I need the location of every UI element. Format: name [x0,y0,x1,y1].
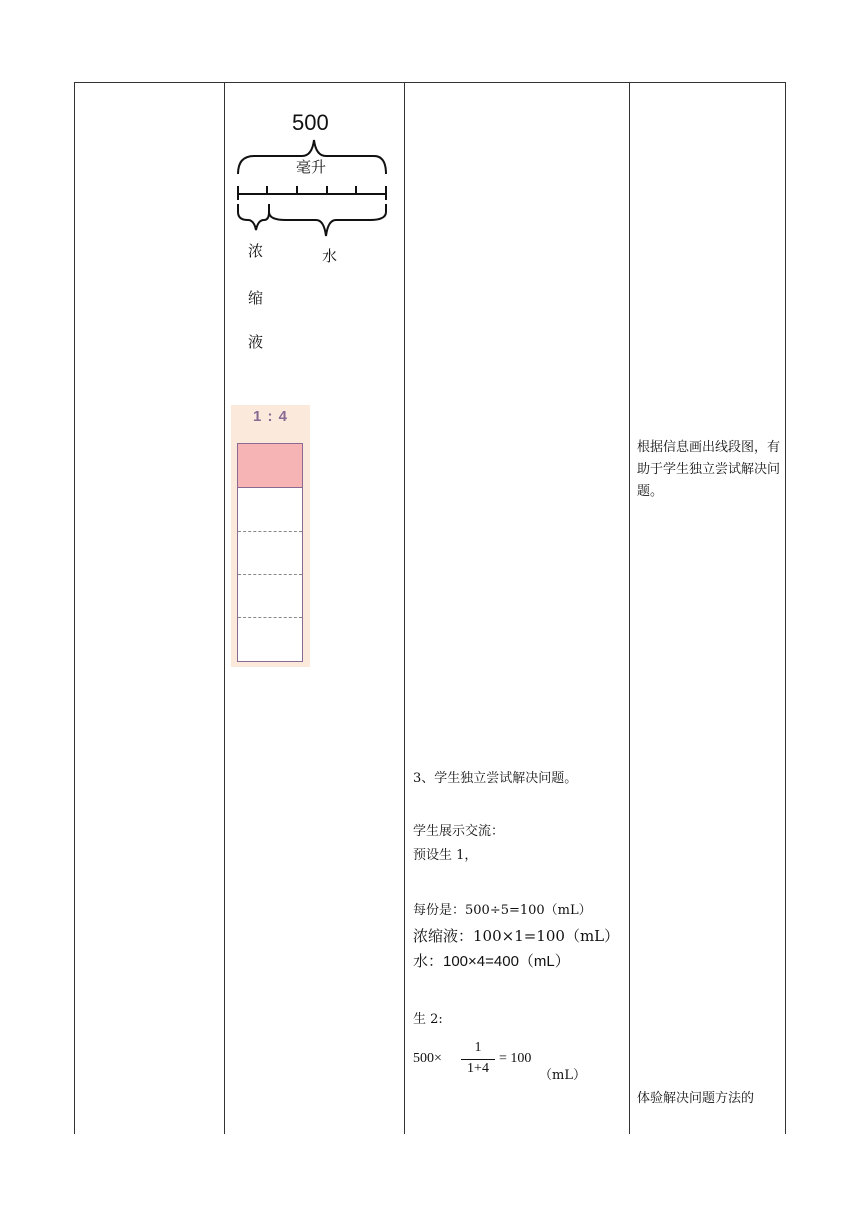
fraction-formula [413,1040,613,1083]
note-design-intent: 根据信息画出线段图，有助于学生独立尝试解决问题。 [637,440,781,499]
table-col-border-1 [74,82,75,1134]
ratio-card-label: 1 : 4 [252,408,288,425]
student1-label: 预设生 1， [413,848,478,863]
segment-diagram [230,100,400,370]
table-col-border-2 [224,82,225,1134]
formula-unit: （mL） [539,1068,586,1083]
concentrate-char-3: 液 [248,333,264,351]
fraction-bar [461,1059,495,1060]
ratio-part-concentrate [238,444,302,488]
diagram-total-label: 500 [292,110,329,135]
formula-numerator: 1 [474,1040,482,1055]
student2-label: 生 2: [413,1012,443,1027]
ratio-divider [238,531,302,532]
formula-left: 500× [413,1051,442,1066]
calc-concentrate: 浓缩液：100×1=100（mL） [413,927,620,945]
ratio-bar [237,443,303,662]
formula-right: = 100 [499,1051,532,1066]
table-col-border-5 [785,82,786,1134]
table-col-border-3 [404,82,405,1134]
ratio-card [231,405,310,667]
ratio-divider [238,617,302,618]
concentrate-char-2: 缩 [248,289,264,307]
calc-each: 每份是：500÷5=100（mL） [413,903,592,918]
ratio-divider [238,574,302,575]
table-col-border-4 [629,82,630,1134]
note-experience: 体验解决问题方法的 [637,1091,755,1106]
water-brace [269,204,386,236]
formula-denominator: 1+4 [467,1061,489,1076]
calc-water: 水：100×4=400（mL） [413,953,570,970]
diagram-unit-label: 毫升 [296,158,327,176]
share-title: 学生展示交流： [413,824,505,839]
concentrate-char-1: 浓 [248,242,264,260]
water-label: 水 [322,247,338,265]
table-top-border [74,82,786,83]
concentrate-brace [238,204,269,230]
step3-text: 3、学生独立尝试解决问题。 [413,771,578,786]
